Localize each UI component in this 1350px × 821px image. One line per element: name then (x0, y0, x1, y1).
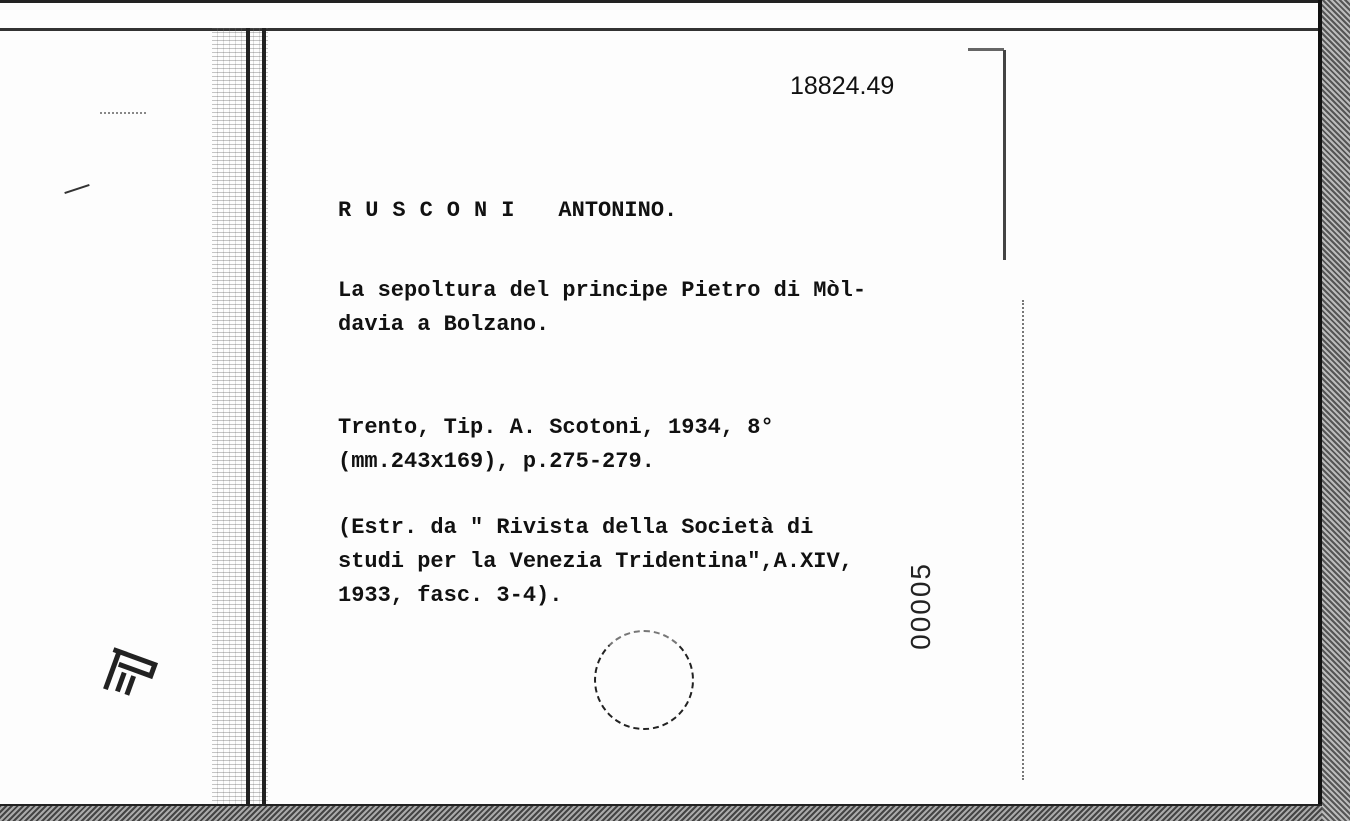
binder-line-left (246, 28, 250, 804)
binder-strip (212, 28, 268, 804)
note-line: (Estr. da " Rivista della Società di (338, 515, 814, 540)
ink-stamp-mark (98, 646, 158, 702)
imprint-line: (mm.243x169), p.275-279. (338, 449, 655, 474)
card-right-edge-lower (1022, 300, 1026, 780)
note-line: 1933, fasc. 3-4). (338, 583, 563, 608)
circular-stamp (594, 630, 694, 730)
author-heading (338, 198, 677, 223)
author-surname: RUSCONI (338, 198, 529, 223)
binder-line-right (262, 28, 266, 804)
scan-speckle (100, 112, 146, 115)
pen-mark (64, 184, 89, 194)
imprint-line: Trento, Tip. A. Scotoni, 1934, 8° (338, 415, 774, 440)
right-scan-edge (1322, 0, 1350, 821)
bottom-scan-edge (0, 806, 1322, 821)
card-corner-line (968, 48, 1004, 51)
imprint (338, 411, 774, 479)
note-line: studi per la Venezia Tridentina",A.XIV, (338, 549, 853, 574)
card-right-edge-upper (1003, 50, 1006, 260)
extract-note (338, 511, 853, 613)
work-title (338, 274, 866, 342)
top-border-line (0, 0, 1322, 3)
shelf-mark: 18824.49 (790, 72, 895, 100)
right-border-line (1318, 0, 1322, 821)
title-line: davia a Bolzano. (338, 312, 550, 337)
card-top-rule (0, 28, 1322, 31)
title-line: La sepoltura del principe Pietro di Mòl- (338, 278, 867, 303)
stamp-number: 00005 (905, 562, 936, 650)
author-given-name: ANTONINO. (558, 198, 678, 223)
